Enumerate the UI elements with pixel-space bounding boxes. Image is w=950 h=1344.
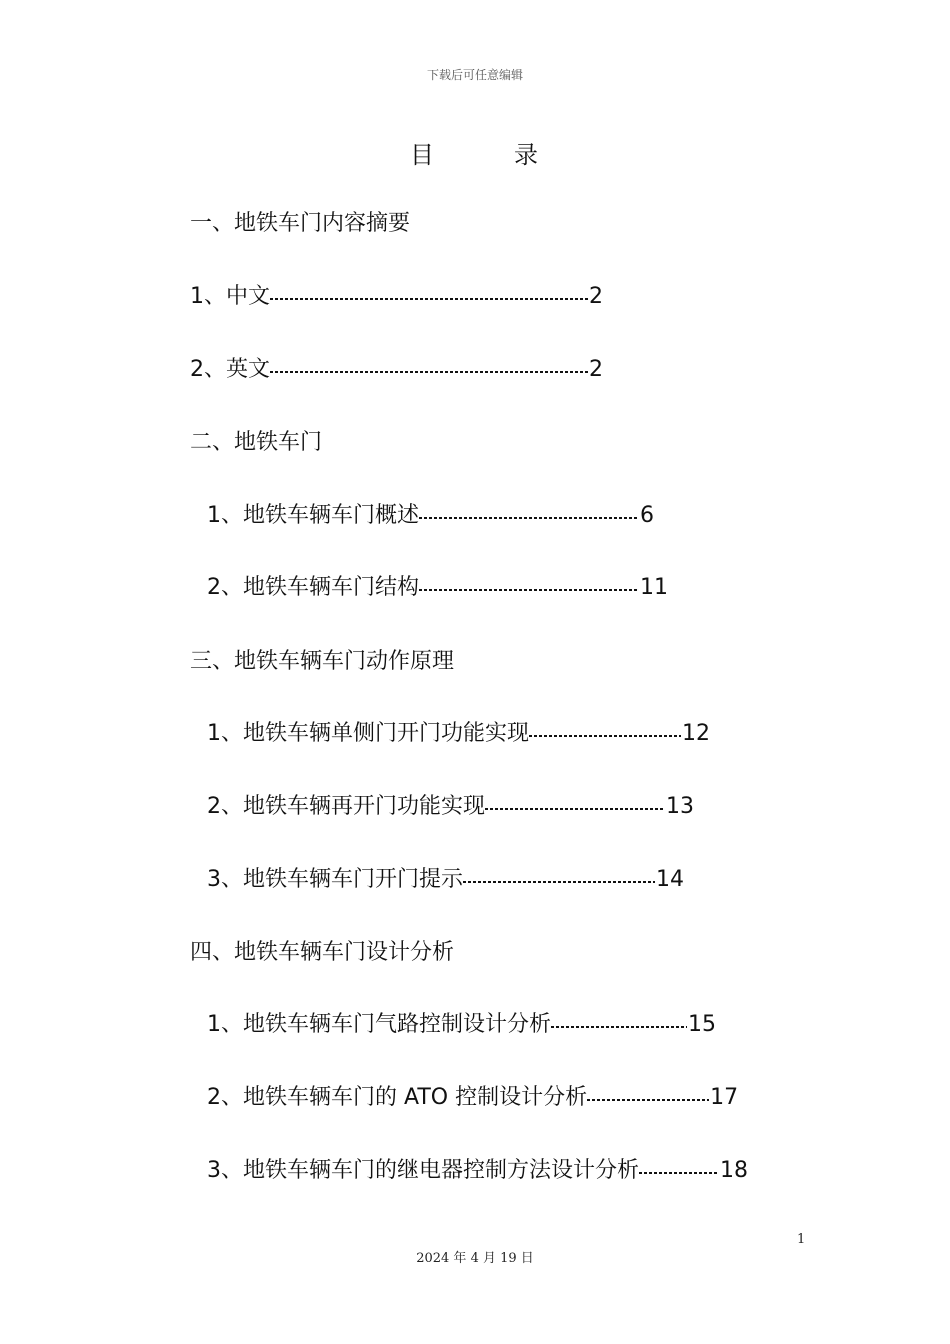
toc-entry-page: 15 — [688, 1012, 716, 1037]
toc-heading[interactable] — [190, 647, 454, 677]
page-number: 1 — [797, 1232, 806, 1247]
footer-date: 2024 年 4 月 19 日 — [416, 1251, 534, 1266]
toc-entry-label: 1、地铁车辆单侧门开门功能实现 — [207, 721, 529, 746]
toc-entry-label: 3、地铁车辆车门开门提示 — [207, 867, 463, 892]
toc-entry-page: 14 — [656, 867, 684, 892]
toc-leader — [463, 881, 655, 883]
toc-entry-label: 二、地铁车门 — [190, 430, 323, 455]
toc-entry[interactable] — [190, 355, 603, 385]
toc-entry-label: 一、地铁车门内容摘要 — [190, 211, 411, 236]
toc-entry-label: 四、地铁车辆车门设计分析 — [190, 940, 455, 965]
toc-leader — [270, 371, 588, 373]
toc-leader — [639, 1172, 719, 1174]
toc-entry-label: 1、地铁车辆车门气路控制设计分析 — [207, 1012, 551, 1037]
header-note: 下载后可任意编辑 — [426, 68, 523, 82]
toc-entry-page: 18 — [720, 1158, 748, 1183]
toc-title-left: 目 — [410, 141, 436, 169]
toc-entry[interactable] — [207, 1083, 738, 1113]
toc-entry-page: 6 — [640, 503, 654, 528]
toc-leader — [270, 298, 588, 300]
toc-title-right: 录 — [514, 141, 540, 169]
toc-entry[interactable] — [207, 501, 654, 531]
toc-leader — [587, 1099, 709, 1101]
toc-entry-page: 13 — [666, 794, 694, 819]
toc-leader — [529, 735, 681, 737]
toc-leader — [485, 808, 665, 810]
toc-entry[interactable] — [207, 1156, 748, 1186]
toc-entry-page: 2 — [589, 284, 603, 309]
toc-entry-label: 2、英文 — [190, 357, 270, 382]
toc-entry[interactable] — [207, 573, 668, 603]
toc-heading[interactable] — [190, 938, 454, 968]
toc-entry[interactable] — [207, 719, 710, 749]
toc-leader — [551, 1026, 687, 1028]
toc-heading[interactable] — [190, 209, 410, 239]
toc-entry-label: 1、地铁车辆车门概述 — [207, 503, 419, 528]
toc-entry-page: 2 — [589, 357, 603, 382]
toc-leader — [419, 517, 639, 519]
toc-entry-label: 1、中文 — [190, 284, 270, 309]
toc-entry-label: 2、地铁车辆车门的 ATO 控制设计分析 — [207, 1085, 588, 1110]
toc-entry[interactable] — [207, 1010, 716, 1040]
toc-entry-page: 17 — [710, 1085, 739, 1110]
toc-entry-label: 三、地铁车辆车门动作原理 — [190, 649, 455, 674]
toc-leader — [419, 589, 639, 591]
toc-entry-label: 3、地铁车辆车门的继电器控制方法设计分析 — [207, 1158, 639, 1183]
toc-entry[interactable] — [207, 865, 684, 895]
toc-heading[interactable] — [190, 428, 322, 458]
toc-entry-page: 11 — [640, 575, 668, 600]
toc-entry-label: 2、地铁车辆车门结构 — [207, 575, 419, 600]
toc-entry[interactable] — [207, 792, 694, 822]
toc-entry-page: 12 — [682, 721, 710, 746]
toc-entry[interactable] — [190, 282, 603, 312]
toc-entry-label: 2、地铁车辆再开门功能实现 — [207, 794, 485, 819]
